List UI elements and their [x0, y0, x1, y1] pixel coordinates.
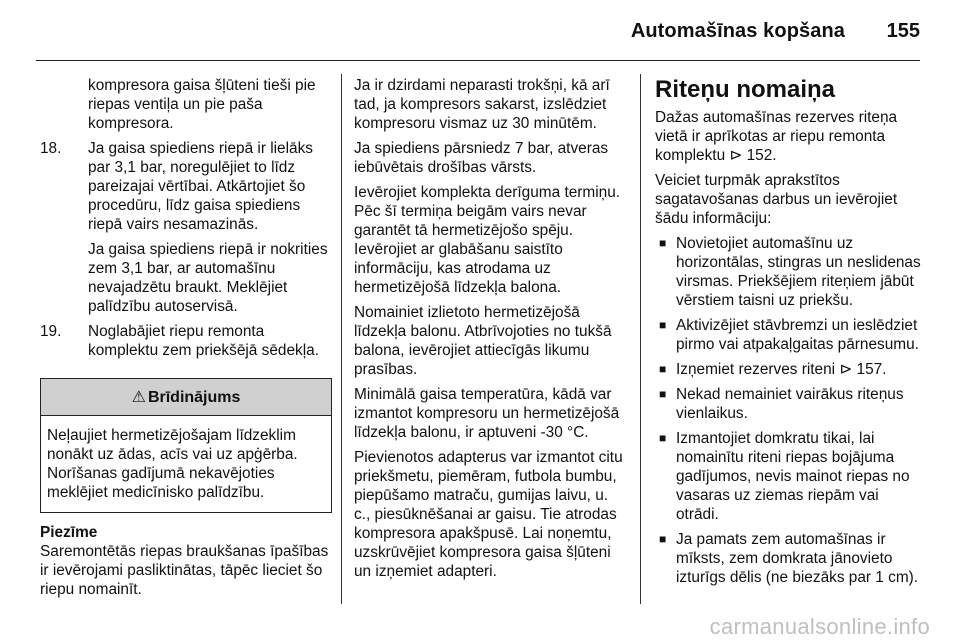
paragraph-intro: Dažas automašīnas rezerves riteņa vietā ir aprīkotas ar riepu remonta komplektu ⊳ 152. [655, 109, 898, 164]
list-item-text: Nekad nemainiet vairākus riteņus vienlaikus. [676, 386, 904, 422]
bullet-icon: ■ [659, 318, 667, 332]
warning-triangle-icon: ⚠ [131, 388, 146, 406]
step-18 [40, 139, 332, 322]
bullet-icon: ■ [659, 236, 667, 250]
list-item-text: Novietojiet automašīnu uz horizontālas, stingras un neslidenas virsmas. Priekšējiem riteņiem jābūt vērstiem taisni uz priekšu. [676, 235, 921, 309]
note-title: Piezīme [40, 524, 98, 541]
note-text: Saremontētās riepas braukšanas īpašības ir ievērojami pasliktinātas, tāpēc lieciet šo riepu nomainīt. [40, 543, 329, 598]
step-18-extra: Ja gaisa spiediens riepā ir nokrities zem 3,1 bar, ar automašīnu nevajadzētu braukt. Meklējiet palīdzību autoservisā. [88, 241, 328, 315]
page-header-title: Automašīnas kopšana [630, 20, 845, 42]
watermark: carmanualsonline.info [709, 614, 930, 639]
paragraph-preparation: Veiciet turpmāk aprakstītos sagatavošanas darbus un ievērojiet šādu informāciju: [655, 172, 898, 227]
list-item [655, 360, 925, 379]
paragraph-adapters: Pievienotos adapterus var izmantot citu priekšmetu, piemēram, futbola bumbu, piepūšamo matraču, gumijas laivu, u. c., piesūknēšanai ar gaisu. Tie atrodas kompresora apakšpusē. Lai noņemtu, uzskrūvējiet kompresora gaisa šļūteni un izņemiet adapteri. [354, 449, 623, 580]
step-19-text: Noglabājiet riepu remonta komplektu zem priekšējā sēdekļa. [88, 323, 319, 359]
step-18-text: Ja gaisa spiediens riepā ir lielāks par 3,1 bar, noregulējiet to līdz pareizajai vērtībai. Atkārtojiet šo procedūru, līdz gaisa spiediens riepā vairs nesamazinās. [88, 140, 313, 233]
list-item [655, 316, 925, 354]
list-item-text: Aktivizējiet stāvbremzi un ieslēdziet pirmo vai atpakaļgaitas pārnesumu. [676, 317, 919, 353]
list-item-text: Izņemiet rezerves riteni ⊳ 157. [676, 361, 887, 378]
page-number: 155 [886, 20, 920, 42]
bullet-icon: ■ [659, 362, 667, 376]
column-2 [354, 76, 626, 587]
paragraph-pressure: Ja spiediens pārsniedz 7 bar, atveras iebūvētais drošības vārsts. [354, 140, 609, 176]
column-1 [40, 76, 332, 605]
step-19-number: 19. [40, 323, 62, 340]
column-divider-1 [341, 74, 342, 604]
paragraph-expiry: Ievērojiet komplekta derīguma termiņu. Pēc šī termiņa beigām vairs nevar garantēt tā hermetizējošo spēju. Ievērojiet ar glabāšanu saistīto informāciju, kas atrodama uz hermetizējošā līdzekļa balona. [354, 184, 621, 296]
paragraph-replace: Nomainiet izlietoto hermetizējošā līdzekļa balonu. Atbrīvojoties no tukšā balona, ievērojiet attiecīgās likumu prasības. [354, 304, 612, 378]
step-17-continuation: kompresora gaisa šļūteni tieši pie riepas ventiļa un pie paša kompresora. [88, 77, 316, 132]
warning-text: Neļaujiet hermetizējošajam līdzeklim nonākt uz ādas, acīs vai uz apģērba. Norīšanas gadījumā nekavējoties meklējiet medicīniskо palīdzību. [47, 427, 298, 501]
list-item [655, 385, 925, 423]
paragraph-noise: Ja ir dzirdami neparasti trokšņi, kā arī tad, ja kompresors sakarst, izslēdziet kompresoru vismaz uz 30 minūtēm. [354, 77, 610, 132]
warning-title: Brīdinājums [147, 388, 241, 406]
bullet-icon: ■ [659, 431, 667, 445]
list-item [655, 530, 925, 587]
paragraph-temperature: Minimālā gaisa temperatūra, kādā var izmantot kompresoru un hermetizējošā līdzekļa balonu, ir aptuveni -30 °C. [354, 386, 620, 441]
step-19 [40, 322, 332, 366]
list-item-text: Izmantojiet domkratu tikai, lai nomainītu riteni riepas bojājuma gadījumos, nevis mainot riepas no vasaras uz ziemas riepām vai otrādi. [676, 430, 910, 523]
warning-header [41, 379, 331, 416]
bullet-icon: ■ [659, 387, 667, 401]
bullet-icon: ■ [659, 532, 667, 546]
section-heading: Riteņu nomaiņa [655, 76, 836, 103]
column-divider-2 [640, 74, 641, 604]
warning-box [40, 378, 332, 513]
header-rule [36, 60, 920, 61]
step-18-number: 18. [40, 140, 62, 157]
list-item-text: Ja pamats zem automašīnas ir mīksts, zem domkrata jānovieto izturīgs dēlis (ne biezāks par 1 cm). [676, 531, 919, 586]
list-item [655, 234, 925, 310]
column-3 [655, 76, 925, 593]
list-item [655, 429, 925, 524]
